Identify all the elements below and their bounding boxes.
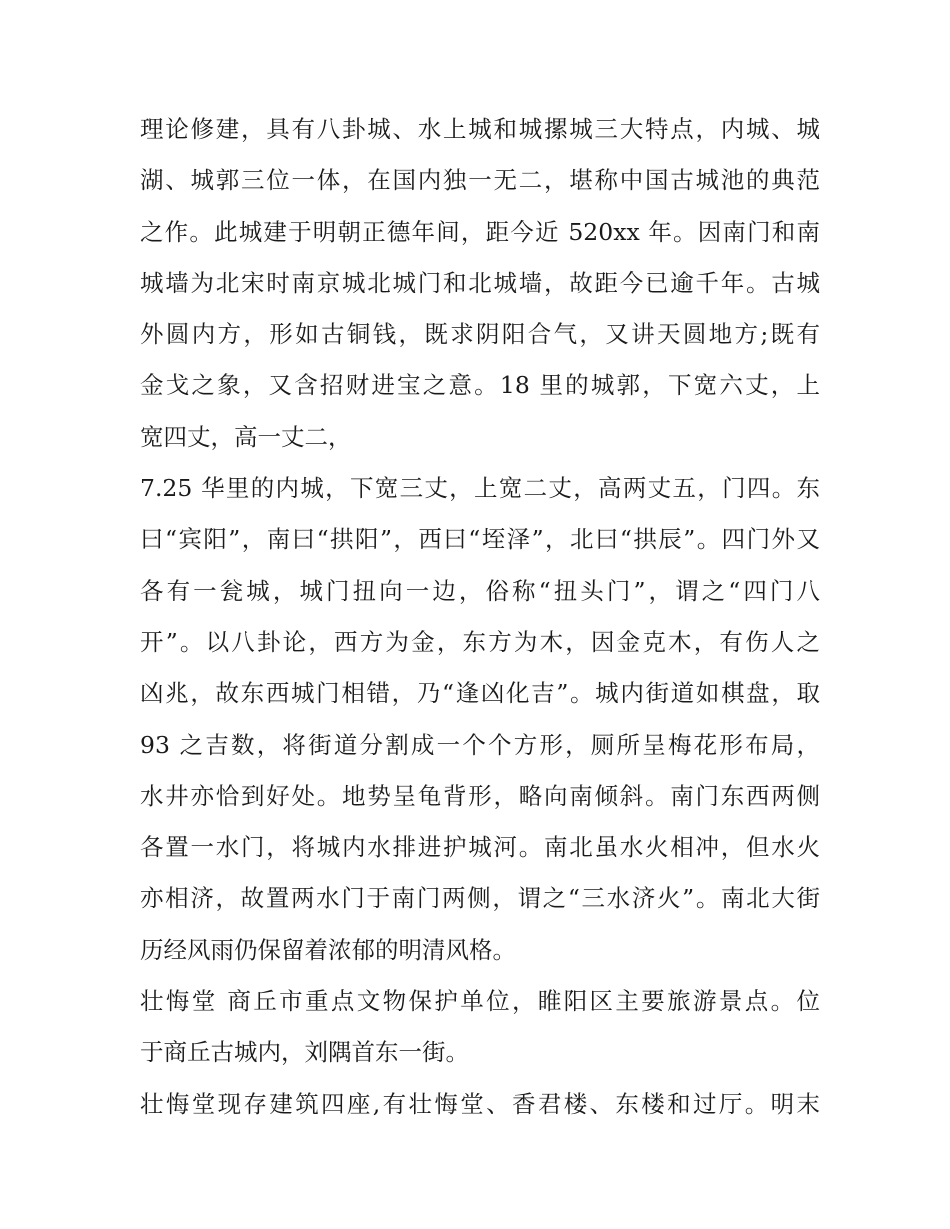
text-line: 之作。此城建于明朝正德年间，距今近 520xx 年。因南门和南 xyxy=(140,217,820,246)
text-line: 各有一瓮城，城门扭向一边，俗称“扭头门”，谓之“四门八 xyxy=(140,576,820,605)
text-line: 壮悔堂 商丘市重点文物保护单位，睢阳区主要旅游景点。位 xyxy=(140,987,820,1016)
text-line: 凶兆，故东西城门相错，乃“逢凶化吉”。城内街道如棋盘，取 xyxy=(140,679,820,708)
text-line: 历经风雨仍保留着浓郁的明清风格。 xyxy=(140,935,516,964)
text-line: 亦相济，故置两水门于南门两侧，谓之“三水济火”。南北大街 xyxy=(140,884,820,913)
text-line: 于商丘古城内，刘隅首东一街。 xyxy=(140,1038,469,1067)
text-line: 外圆内方，形如古铜钱，既求阴阳合气，又讲天圆地方;既有 xyxy=(140,320,820,349)
text-line: 开”。以八卦论，西方为金，东方为木，因金克木，有伤人之 xyxy=(140,627,820,656)
text-line: 金戈之象，又含招财进宝之意。18 里的城郭，下宽六丈，上 xyxy=(140,371,820,400)
text-line: 城墙为北宋时南京城北城门和北城墙，故距今已逾千年。古城 xyxy=(140,268,820,297)
text-line: 各置一水门，将城内水排进护城河。南北虽水火相冲，但水火 xyxy=(140,833,820,862)
text-line: 7.25 华里的内城，下宽三丈，上宽二丈，高两丈五，门四。东 xyxy=(140,474,820,503)
text-line: 湖、城郭三位一体，在国内独一无二，堪称中国古城池的典范 xyxy=(140,166,820,195)
document-body xyxy=(140,104,820,1130)
text-line: 宽四丈，高一丈二， xyxy=(140,422,352,451)
text-line: 93 之吉数，将街道分割成一个个方形，厕所呈梅花形布局， xyxy=(140,730,820,759)
text-line: 曰“宾阳”，南曰“拱阳”，西曰“垤泽”，北曰“拱辰”。四门外又 xyxy=(140,525,820,554)
text-line: 壮悔堂现存建筑四座,有壮悔堂、香君楼、东楼和过厅。明末 xyxy=(140,1089,820,1118)
text-line: 理论修建，具有八卦城、水上城和城摞城三大特点，内城、城 xyxy=(140,115,820,143)
text-line: 水井亦恰到好处。地势呈龟背形，略向南倾斜。南门东西两侧 xyxy=(140,781,820,810)
